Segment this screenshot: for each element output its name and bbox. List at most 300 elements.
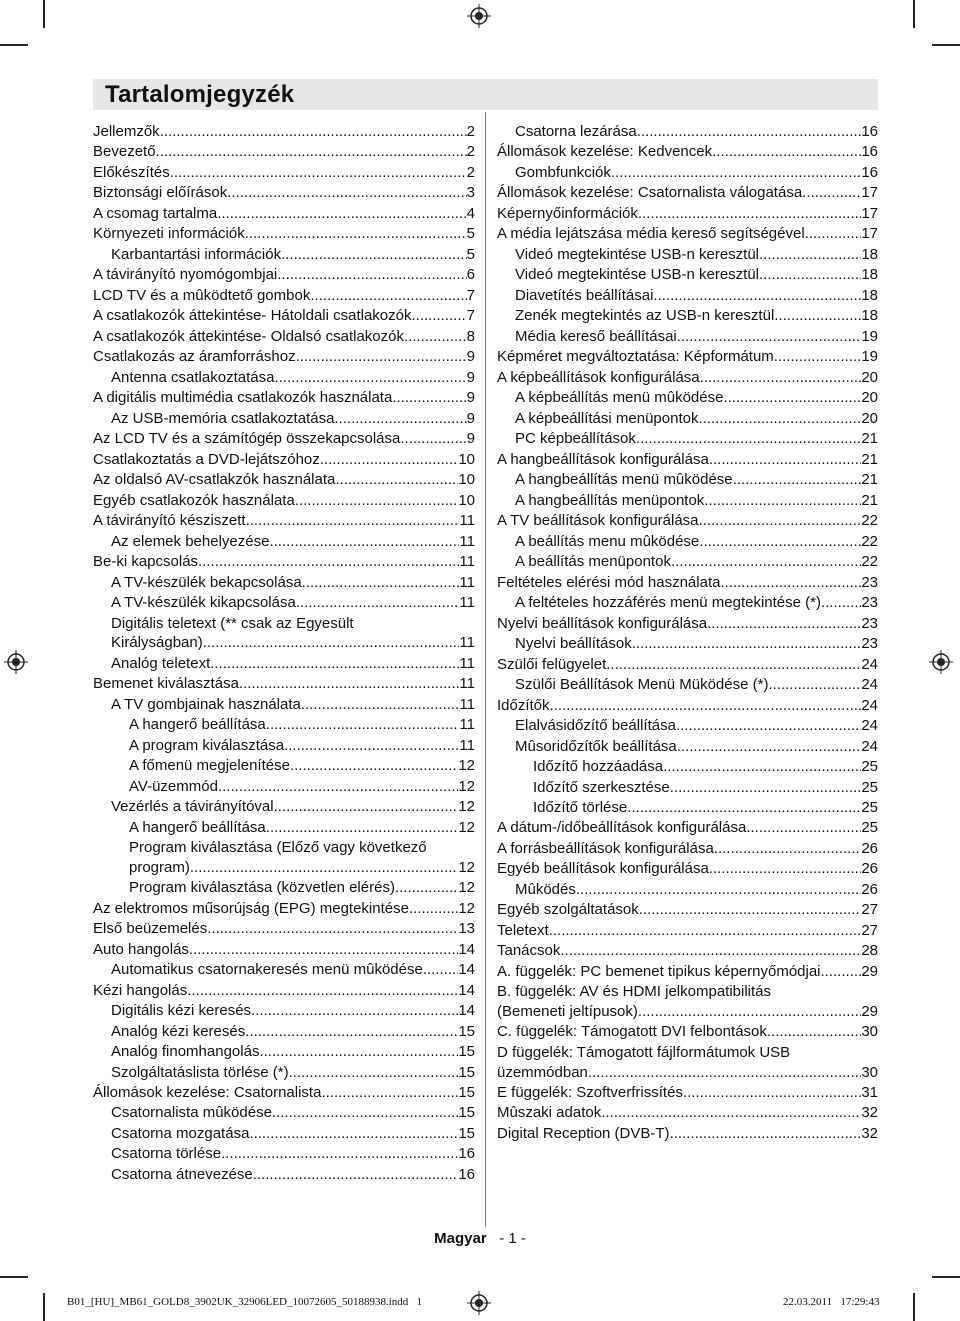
toc-dot-leader [423, 960, 458, 980]
toc-page-number: 24 [861, 717, 878, 735]
toc-entry-title: Mûszaki adatok [497, 1104, 602, 1122]
toc-entry [93, 224, 475, 244]
footer-page-number: - 1 - [499, 1230, 526, 1247]
toc-entry-title: A csatlakozók áttekintése- Hátoldali csatlakozók [93, 307, 412, 325]
toc-page-number: 26 [861, 839, 878, 857]
toc-dot-leader [334, 409, 466, 429]
toc-entry [93, 1144, 475, 1164]
toc-dot-leader [245, 224, 467, 244]
toc-entry-title: A TV-készülék bekapcsolása [111, 573, 302, 591]
toc-entry-title: A beállítás menu mûködése [515, 532, 700, 550]
toc-entry-title: Elalvásidőzítő beállítása [515, 717, 676, 735]
toc-dot-leader [404, 327, 467, 347]
toc-page-number: 23 [861, 594, 878, 612]
toc-entry [93, 1022, 475, 1042]
toc-entry [497, 306, 878, 326]
toc-dot-leader [284, 736, 459, 756]
toc-page-number: 10 [458, 491, 475, 509]
toc-entry-title: Szolgáltatáslista törlése (*) [111, 1063, 289, 1081]
toc-page-number: 31 [861, 1083, 878, 1101]
toc-dot-leader [187, 981, 458, 1001]
toc-entry-title: Csatorna törlése [111, 1145, 222, 1163]
crop-mark [913, 0, 915, 28]
toc-entry-title: Antenna csatlakoztatása [111, 368, 275, 386]
toc-entry-title: Egyéb csatlakozók használata [93, 491, 295, 509]
toc-entry [497, 880, 878, 900]
toc-page-number: 21 [861, 430, 878, 448]
toc-dot-leader [677, 737, 862, 757]
toc-entry-title: program) [129, 858, 190, 876]
toc-page-number: 2 [466, 163, 475, 181]
toc-page-number: 19 [861, 348, 878, 366]
toc-entry-title: Bemenet kiválasztása [93, 675, 239, 693]
toc-entry-title: Be-ki kapcsolás [93, 553, 199, 571]
toc-page-number: 23 [861, 573, 878, 591]
toc-entry-title: Teletext [497, 921, 549, 939]
toc-dot-leader [632, 634, 862, 654]
toc-entry-title: Képméret megváltoztatása: Képformátum [497, 348, 774, 366]
toc-entry [497, 614, 878, 634]
toc-dot-leader [266, 715, 460, 735]
toc-entry-title: Tanácsok [497, 942, 561, 960]
toc-page-number: 16 [861, 123, 878, 140]
toc-dot-leader [290, 756, 458, 776]
toc-dot-leader [249, 1124, 458, 1144]
toc-entry [93, 614, 475, 653]
toc-page-number: 17 [861, 184, 878, 202]
toc-page-number: 10 [458, 471, 475, 489]
toc-page-number: 12 [458, 818, 475, 836]
toc-entry [93, 163, 475, 183]
toc-dot-leader [639, 900, 862, 920]
toc-dot-leader [207, 919, 458, 939]
toc-entry [497, 183, 878, 203]
toc-page-number: 30 [861, 1063, 878, 1081]
crop-mark [0, 44, 28, 46]
toc-page-number: 15 [458, 1124, 475, 1142]
title-bar [93, 79, 878, 110]
toc-dot-leader [759, 265, 861, 285]
toc-entry-title: A. függelék: PC bemenet tipikus képernyőmódjai [497, 962, 821, 980]
toc-page-number: 6 [466, 266, 475, 284]
toc-dot-leader [712, 142, 861, 162]
page-title: Tartalomjegyzék [105, 81, 295, 108]
toc-page-number: 15 [458, 1104, 475, 1122]
toc-entry-title: PC képbeállítások [515, 430, 636, 448]
toc-dot-leader [272, 1103, 458, 1123]
toc-page-number: 8 [466, 327, 475, 345]
toc-dot-leader [156, 142, 467, 162]
toc-entry-title: Időzítő hozzáadása [533, 758, 664, 776]
toc-entry [93, 1042, 475, 1062]
toc-entry [93, 245, 475, 265]
toc-dot-leader [210, 654, 459, 674]
toc-dot-leader [310, 286, 466, 306]
toc-page-number: 16 [458, 1165, 475, 1183]
toc-page-number: 12 [458, 757, 475, 775]
toc-entry [93, 981, 475, 1001]
toc-entry [93, 715, 475, 735]
toc-page-number: 14 [458, 961, 475, 979]
toc-page-number: 18 [861, 245, 878, 263]
toc-dot-leader [611, 163, 861, 183]
toc-page-number: 7 [466, 307, 475, 325]
toc-entry [497, 818, 878, 838]
toc-entry-title: A feltételes hozzáférés menü megtekintése (*) [515, 594, 821, 612]
toc-entry [93, 204, 475, 224]
toc-entry-title: Videó megtekintése USB-n keresztül [515, 245, 760, 263]
toc-dot-leader [733, 470, 862, 490]
toc-entry-title: Kézi hangolás [93, 981, 188, 999]
toc-entry [93, 265, 475, 285]
toc-page-number: 16 [861, 143, 878, 161]
toc-dot-leader [707, 614, 861, 634]
toc-entry-title: Csatlakozás az áramforráshoz [93, 348, 296, 366]
toc-entry-title: Feltételes elérési mód használata [497, 573, 721, 591]
toc-dot-leader [653, 286, 861, 306]
toc-page-number: 12 [458, 899, 475, 917]
toc-page-number: 17 [861, 225, 878, 243]
toc-dot-leader [218, 777, 458, 797]
toc-entry-title: Gombfunkciók [515, 163, 611, 181]
toc-dot-leader [259, 1042, 458, 1062]
toc-entry-title: Egyéb beállítások konfigurálása [497, 860, 709, 878]
toc-entry [93, 756, 475, 776]
crop-mark [43, 1293, 45, 1321]
toc-entry-title: Jellemzők [93, 123, 160, 140]
toc-entry [497, 859, 878, 879]
toc-page-number: 12 [458, 879, 475, 897]
toc-page-number: 28 [861, 942, 878, 960]
toc-entry [497, 265, 878, 285]
toc-entry-title: (Bemeneti jeltípusok) [497, 1002, 638, 1020]
toc-dot-leader [774, 306, 861, 326]
toc-entry [93, 736, 475, 756]
toc-entry-title: E függelék: Szoftverfrissítés [497, 1083, 683, 1101]
toc-dot-leader [239, 674, 460, 694]
toc-entry [93, 593, 475, 613]
toc-page-number: 14 [458, 981, 475, 999]
toc-page-number: 9 [466, 430, 475, 448]
toc-dot-leader [320, 450, 459, 470]
toc-entry [497, 839, 878, 859]
toc-entry [497, 511, 878, 531]
toc-entry [497, 491, 878, 511]
toc-entry [497, 204, 878, 224]
toc-entry-title: AV-üzemmód [129, 777, 218, 795]
toc-entry [497, 327, 878, 347]
toc-dot-leader [409, 899, 458, 919]
toc-entry-title: Csatorna lezárása [515, 123, 637, 140]
crop-mark [913, 1293, 915, 1321]
toc-dot-leader [663, 757, 861, 777]
toc-entry [497, 224, 878, 244]
toc-dot-leader [274, 368, 466, 388]
toc-page-number: 24 [861, 737, 878, 755]
toc-page-number: 21 [861, 471, 878, 489]
toc-right-column [497, 122, 878, 1144]
toc-page-number: 25 [861, 819, 878, 837]
toc-dot-leader [246, 511, 460, 531]
toc-dot-leader [160, 122, 467, 142]
toc-entry-title: A TV gombjainak használata [111, 695, 301, 713]
toc-entry [93, 919, 475, 939]
toc-dot-leader [677, 327, 862, 347]
toc-entry-title: Analóg teletext [111, 654, 211, 672]
toc-page-number: 16 [458, 1145, 475, 1163]
toc-page-number: 25 [861, 798, 878, 816]
toc-page-number: 5 [466, 225, 475, 243]
toc-page-number: 7 [466, 286, 475, 304]
toc-page-number: 9 [466, 348, 475, 366]
toc-dot-leader [588, 1063, 861, 1083]
toc-entry-title: Állomások kezelése: Kedvencek [497, 143, 713, 161]
slug-date: 22.03.2011 17:29:43 [783, 1296, 880, 1308]
toc-dot-leader [627, 798, 861, 818]
toc-page-number: 11 [459, 695, 475, 713]
toc-page-number: 32 [861, 1124, 878, 1142]
toc-entry-title: A távirányító nyomógombjai [93, 266, 278, 284]
toc-dot-leader [709, 859, 862, 879]
toc-dot-leader [636, 429, 861, 449]
toc-dot-leader [549, 921, 862, 941]
toc-entry [93, 142, 475, 162]
toc-page-number: 11 [459, 573, 475, 591]
toc-entry-title: Mûsoridőzítők beállítása [515, 737, 677, 755]
toc-dot-leader [709, 450, 861, 470]
toc-dot-leader [190, 858, 458, 878]
toc-page-number: 25 [861, 778, 878, 796]
toc-entry-title: A TV-készülék kikapcsolása [111, 594, 296, 612]
toc-dot-leader [217, 204, 466, 224]
toc-entry [93, 818, 475, 838]
toc-entry [497, 798, 878, 818]
toc-entry-title: Bevezető [93, 143, 156, 161]
toc-entry [497, 552, 878, 572]
toc-page-number: 26 [861, 880, 878, 898]
toc-entry [93, 450, 475, 470]
toc-page-number: 18 [861, 266, 878, 284]
toc-entry-title: Egyéb szolgáltatások [497, 901, 639, 919]
registration-mark-icon [467, 4, 491, 28]
toc-dot-leader [700, 368, 862, 388]
toc-entry [93, 654, 475, 674]
toc-page-number: 22 [861, 553, 878, 571]
toc-entry-title: Vezérlés a távirányítóval [111, 798, 274, 816]
toc-dot-leader [802, 183, 861, 203]
toc-dot-leader [699, 532, 861, 552]
toc-entry [497, 532, 878, 552]
toc-dot-leader [251, 1001, 458, 1021]
toc-dot-leader [638, 1002, 861, 1022]
toc-dot-leader [821, 593, 861, 613]
toc-entry [93, 1124, 475, 1144]
toc-entry-title: A hangbeállítás menüpontok [515, 491, 705, 509]
toc-entry [93, 552, 475, 572]
toc-entry-title: A hangerő beállítása [129, 716, 266, 734]
toc-entry [93, 122, 475, 142]
toc-entry [497, 921, 878, 941]
toc-page-number: 27 [861, 921, 878, 939]
toc-dot-leader [198, 552, 459, 572]
toc-dot-leader [400, 429, 466, 449]
toc-entry [497, 655, 878, 675]
toc-entry-title: A képbeállítás menü mûködése [515, 389, 724, 407]
toc-page-number: 11 [459, 512, 475, 530]
crop-mark [43, 0, 45, 28]
toc-entry [497, 982, 878, 1021]
toc-dot-leader [576, 880, 861, 900]
toc-entry-title: Királyságban) [111, 634, 203, 652]
toc-dot-leader [560, 941, 861, 961]
toc-page-number: 32 [861, 1104, 878, 1122]
toc-entry-title: Az elektromos műsorújság (EPG) megtekintése [93, 899, 409, 917]
toc-dot-leader [295, 491, 459, 511]
toc-page-number: 26 [861, 860, 878, 878]
toc-entry [93, 1083, 475, 1103]
toc-entry [93, 695, 475, 715]
toc-dot-leader [412, 306, 467, 326]
toc-entry [497, 757, 878, 777]
toc-dot-leader [774, 347, 862, 367]
toc-entry [497, 450, 878, 470]
toc-entry [497, 962, 878, 982]
toc-page-number: 9 [466, 409, 475, 427]
toc-entry [93, 409, 475, 429]
toc-dot-leader [683, 1083, 861, 1103]
toc-entry [497, 122, 878, 142]
toc-entry-title: Biztonsági előírások [93, 184, 228, 202]
toc-entry-title: Csatorna mozgatása [111, 1124, 250, 1142]
toc-dot-leader [550, 696, 862, 716]
toc-entry [93, 347, 475, 367]
toc-entry-title: Automatikus csatornakeresés menü mûködése [111, 961, 423, 979]
toc-entry [497, 737, 878, 757]
toc-entry-title: Program kiválasztása (Előző vagy következő [129, 839, 427, 857]
toc-dot-leader [704, 491, 861, 511]
toc-page-number: 11 [459, 716, 475, 734]
toc-entry-title: A képbeállítási menüpontok [515, 409, 699, 427]
toc-page-number: 19 [861, 327, 878, 345]
column-divider [485, 112, 486, 1227]
toc-entry [93, 777, 475, 797]
toc-entry-title: Az elemek behelyezése [111, 532, 270, 550]
toc-entry-title: Videó megtekintése USB-n keresztül [515, 266, 760, 284]
toc-page-number: 24 [861, 696, 878, 714]
toc-dot-leader [395, 878, 458, 898]
toc-entry [497, 286, 878, 306]
toc-entry-title: Állomások kezelése: Csatornalista [93, 1083, 322, 1101]
toc-page-number: 11 [459, 532, 475, 550]
toc-entry-title: Analóg finomhangolás [111, 1043, 260, 1061]
toc-page-number: 20 [861, 368, 878, 386]
toc-entry [93, 368, 475, 388]
toc-dot-leader [170, 163, 467, 183]
toc-page-number: 3 [466, 184, 475, 202]
toc-entry [497, 716, 878, 736]
toc-entry [497, 1022, 878, 1042]
toc-dot-leader [805, 224, 862, 244]
toc-entry-title: Állomások kezelése: Csatornalista válogatása [497, 184, 803, 202]
toc-entry-title: Az oldalsó AV-csatlakzók használata [93, 471, 336, 489]
toc-entry [497, 1083, 878, 1103]
toc-entry [497, 1103, 878, 1123]
toc-entry-title: A digitális multimédia csatlakozók használata [93, 389, 393, 407]
toc-dot-leader [601, 1103, 861, 1123]
toc-entry [93, 960, 475, 980]
toc-page-number: 5 [466, 245, 475, 263]
toc-entry-title: Időzítők [497, 696, 550, 714]
crop-mark [932, 44, 960, 46]
toc-entry-title: A távirányító késziszett [93, 512, 246, 530]
toc-entry [93, 491, 475, 511]
toc-entry-title: Szülői felügyelet [497, 655, 607, 673]
toc-entry-title: Diavetítés beállításai [515, 286, 654, 304]
toc-entry-title: Mûködés [515, 880, 576, 898]
toc-page-number: 11 [459, 675, 475, 693]
toc-entry-title: A képbeállítások konfigurálása [497, 368, 700, 386]
toc-page-number: 30 [861, 1023, 878, 1041]
toc-entry [497, 634, 878, 654]
toc-entry [93, 940, 475, 960]
toc-entry-title: A program kiválasztása [129, 736, 285, 754]
toc-entry [93, 388, 475, 408]
toc-entry-title: Digitális kézi keresés [111, 1002, 252, 1020]
toc-entry-title: Időzítő szerkesztése [533, 778, 670, 796]
toc-entry [497, 1124, 878, 1144]
toc-page-number: 15 [458, 1022, 475, 1040]
toc-page-number: 20 [861, 409, 878, 427]
toc-dot-leader [321, 1083, 458, 1103]
toc-page-number: 20 [861, 389, 878, 407]
toc-entry-title: Nyelvi beállítások konfigurálása [497, 614, 708, 632]
toc-entry-title: A média lejátszása média kereső segítségével [497, 225, 805, 243]
toc-entry [93, 286, 475, 306]
toc-entry [93, 797, 475, 817]
footer-language: Magyar [434, 1230, 487, 1247]
toc-dot-leader [746, 818, 861, 838]
toc-entry [497, 941, 878, 961]
toc-page-number: 10 [458, 450, 475, 468]
toc-entry-title: Időzítő törlése [533, 798, 628, 816]
toc-entry [93, 838, 475, 877]
toc-entry [93, 470, 475, 490]
page-footer [0, 1230, 960, 1247]
toc-page-number: 11 [459, 654, 475, 672]
toc-entry [93, 1063, 475, 1083]
toc-page-number: 14 [458, 940, 475, 958]
toc-page-number: 2 [466, 123, 475, 140]
toc-page-number: 24 [861, 655, 878, 673]
toc-dot-leader [676, 716, 861, 736]
toc-dot-leader [253, 1165, 459, 1185]
toc-page-number: 29 [861, 962, 878, 980]
toc-page-number: 12 [458, 858, 475, 876]
toc-entry [497, 778, 878, 798]
toc-entry-title: Digital Reception (DVB-T) [497, 1124, 670, 1142]
toc-entry [497, 696, 878, 716]
toc-page-number: 2 [466, 143, 475, 161]
toc-entry-title: A dátum-/időbeállítások konfigurálása [497, 819, 747, 837]
toc-entry [93, 183, 475, 203]
toc-entry [93, 1165, 475, 1185]
toc-entry [93, 1103, 475, 1123]
toc-page-number: 15 [458, 1083, 475, 1101]
toc-entry [497, 409, 878, 429]
toc-page-number: 22 [861, 532, 878, 550]
toc-entry-title: Auto hangolás [93, 940, 189, 958]
toc-page-number: 12 [458, 777, 475, 795]
